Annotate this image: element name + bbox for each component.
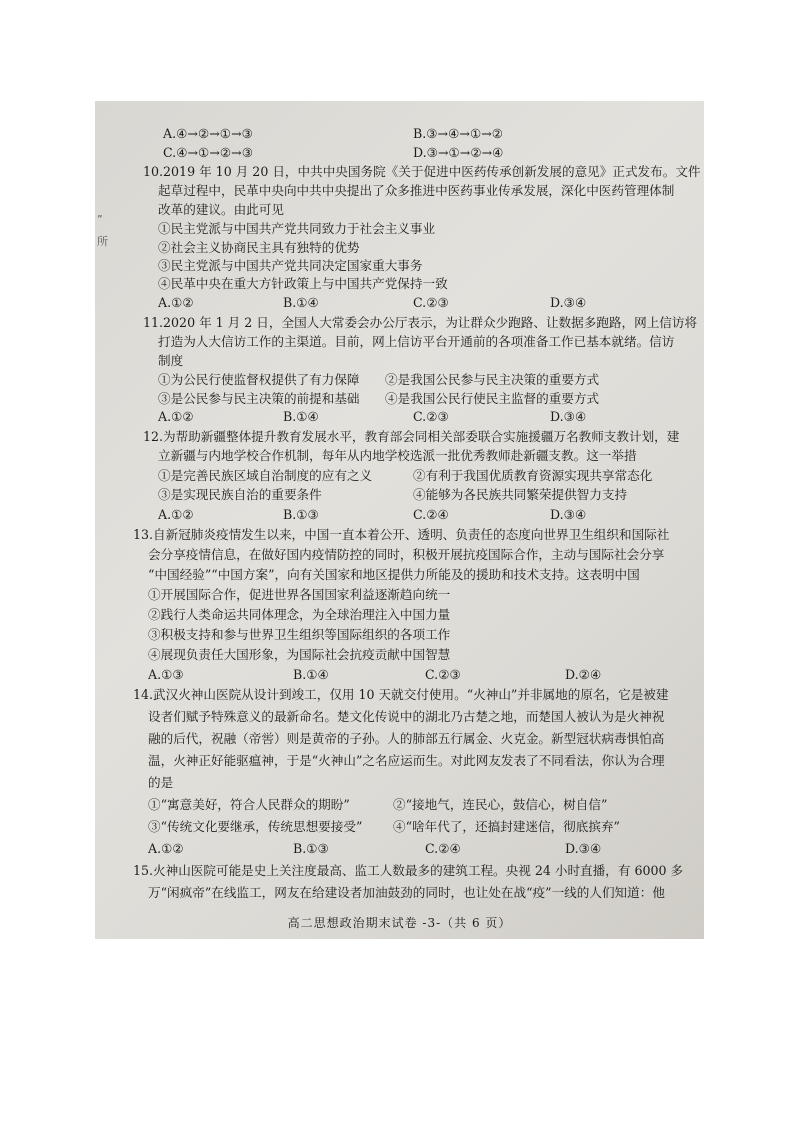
answer-option: D.③④ — [550, 409, 587, 424]
statement-item: ②践行人类命运共同体理念，为全球治理注入中国力量 — [148, 607, 451, 622]
answer-option: B.①③ — [293, 841, 329, 856]
answer-option: C.②③ — [425, 667, 461, 682]
answer-option: A.①③ — [148, 667, 184, 682]
answer-option: B.①④ — [293, 667, 329, 682]
question-stem-line: 15.火神山医院可能是史上关注度最高、监工人数最多的建筑工程。央视 24 小时直播，有 6000 多 — [133, 863, 684, 878]
bleed-through-mark: 所 — [97, 235, 108, 248]
answer-option: B.①③ — [283, 507, 319, 522]
answer-option: C.②④ — [413, 507, 449, 522]
statement-item: ①开展国际合作，促进世界各国国家利益逐渐趋向统一 — [148, 587, 451, 602]
statement-item: ③是实现民族自治的重要条件 — [158, 487, 322, 502]
page-footer: 高二思想政治期末试卷 -3-（共 6 页） — [287, 916, 512, 930]
statement-item: ④能够为各民族共同繁荣提供智力支持 — [413, 487, 628, 502]
statement-item: ④展现负责任大国形象，为国际社会抗疫贡献中国智慧 — [148, 647, 451, 662]
statement-item: ①“寓意美好，符合人民群众的期盼” — [148, 797, 350, 812]
answer-option: C.②④ — [425, 841, 461, 856]
statement-item: ③是公民参与民主决策的前提和基础 — [158, 391, 360, 406]
question-stem-line: 的是 — [148, 775, 174, 790]
answer-option: B.①④ — [283, 295, 319, 310]
q9-option-c: C.④→①→②→③ — [163, 145, 254, 160]
question-stem-line: 13.自新冠肺炎疫情发生以来，中国一直本着公开、透明、负责任的态度向世界卫生组织和国际社 — [133, 527, 670, 542]
question-stem-line: 11.2020 年 1 月 2 日，全国人大常委会办公厅表示，为让群众少跑路、让数据多跑路，网上信访将 — [143, 315, 698, 330]
statement-item: ①为公民行使监督权提供了有力保障 — [158, 372, 360, 387]
answer-option: B.①④ — [283, 409, 319, 424]
q9-option-d: D.③→①→②→④ — [413, 145, 504, 160]
answer-option: D.②④ — [565, 667, 602, 682]
question-stem-line: 改革的建议。由此可见 — [158, 202, 284, 217]
statement-item: ④是我国公民行使民主监督的重要方式 — [385, 391, 600, 406]
statement-item: ③民主党派与中国共产党共同决定国家重大事务 — [158, 258, 423, 273]
statement-item: ③“传统文化要继承，传统思想要接受” — [148, 819, 363, 834]
question-stem-line: “中国经验”“中国方案”，向有关国家和地区提供力所能及的援助和技术支持。这表明中国 — [148, 567, 640, 582]
answer-option: D.③④ — [550, 507, 587, 522]
bleed-through-mark: ” — [97, 213, 103, 226]
question-stem-line: 14.武汉火神山医院从设计到竣工，仅用 10 天就交付使用。“火神山”并非属地的原名，它是被建 — [133, 687, 669, 702]
question-stem-line: 制度 — [158, 353, 184, 368]
question-stem-line: 温，火神正好能驱瘟神，于是“火神山”之名应运而生。对此网友发表了不同看法，你认为合理 — [148, 753, 665, 768]
q9-option-a: A.④→②→①→③ — [163, 126, 253, 141]
question-stem-line: 融的后代，祝融（帝喾）则是黄帝的子孙。人的肺部五行属金、火克金。新型冠状病毒惧怕高 — [148, 731, 665, 746]
question-stem-line: 打造为人大信访工作的主渠道。目前，网上信访平台开通前的各项准备工作已基本就绪。信访 — [158, 334, 675, 349]
answer-option: A.①② — [158, 295, 194, 310]
answer-option: C.②③ — [413, 409, 449, 424]
answer-option: A.①② — [148, 841, 184, 856]
statement-item: ②社会主义协商民主具有独特的优势 — [158, 240, 360, 255]
question-stem-line: 立新疆与内地学校合作机制，每年从内地学校选派一批优秀教师赴新疆支教。这一举措 — [158, 448, 637, 463]
answer-option: D.③④ — [565, 841, 602, 856]
statement-item: ①是完善民族区域自治制度的应有之义 — [158, 468, 373, 483]
q9-option-b: B.③→④→①→② — [413, 126, 504, 141]
question-stem-line: 起草过程中，民革中央向中共中央提出了众多推进中医药事业传承发展，深化中医药管理体制 — [158, 183, 675, 198]
statement-item: ④“啥年代了，还搞封建迷信，彻底摈弃” — [393, 819, 620, 834]
answer-option: D.③④ — [550, 295, 587, 310]
question-stem-line: 会分享疫情信息，在做好国内疫情防控的同时，积极开展抗疫国际合作，主动与国际社会分享 — [148, 547, 665, 562]
question-stem-line: 12.为帮助新疆整体提升教育发展水平，教育部会同相关部委联合实施援疆万名教师支教计划，建 — [143, 429, 680, 444]
statement-item: ②是我国公民参与民主决策的重要方式 — [385, 372, 600, 387]
answer-option: A.①② — [158, 507, 194, 522]
answer-option: A.①② — [158, 409, 194, 424]
question-stem-line: 设者们赋予特殊意义的最新命名。楚文化传说中的湖北乃古楚之地，而楚国人被认为是火神祝 — [148, 709, 665, 724]
statement-item: ②“接地气，连民心，鼓信心，树自信” — [393, 797, 608, 812]
statement-item: ④民革中央在重大方针政策上与中国共产党保持一致 — [158, 276, 448, 291]
exam-page-photo — [95, 101, 704, 939]
statement-item: ②有利于我国优质教育资源实现共享常态化 — [413, 468, 653, 483]
question-stem-line: 10.2019 年 10 月 20 日，中共中央国务院《关于促进中医药传承创新发展的意见》正式发布。文件 — [143, 164, 701, 179]
statement-item: ①民主党派与中国共产党共同致力于社会主义事业 — [158, 221, 436, 236]
answer-option: C.②③ — [413, 295, 449, 310]
question-stem-line: 万“闲疯帝”在线监工，网友在给建设者加油鼓劲的同时，也让处在战“疫”一线的人们知道：他 — [148, 885, 665, 900]
statement-item: ③积极支持和参与世界卫生组织等国际组织的各项工作 — [148, 627, 451, 642]
